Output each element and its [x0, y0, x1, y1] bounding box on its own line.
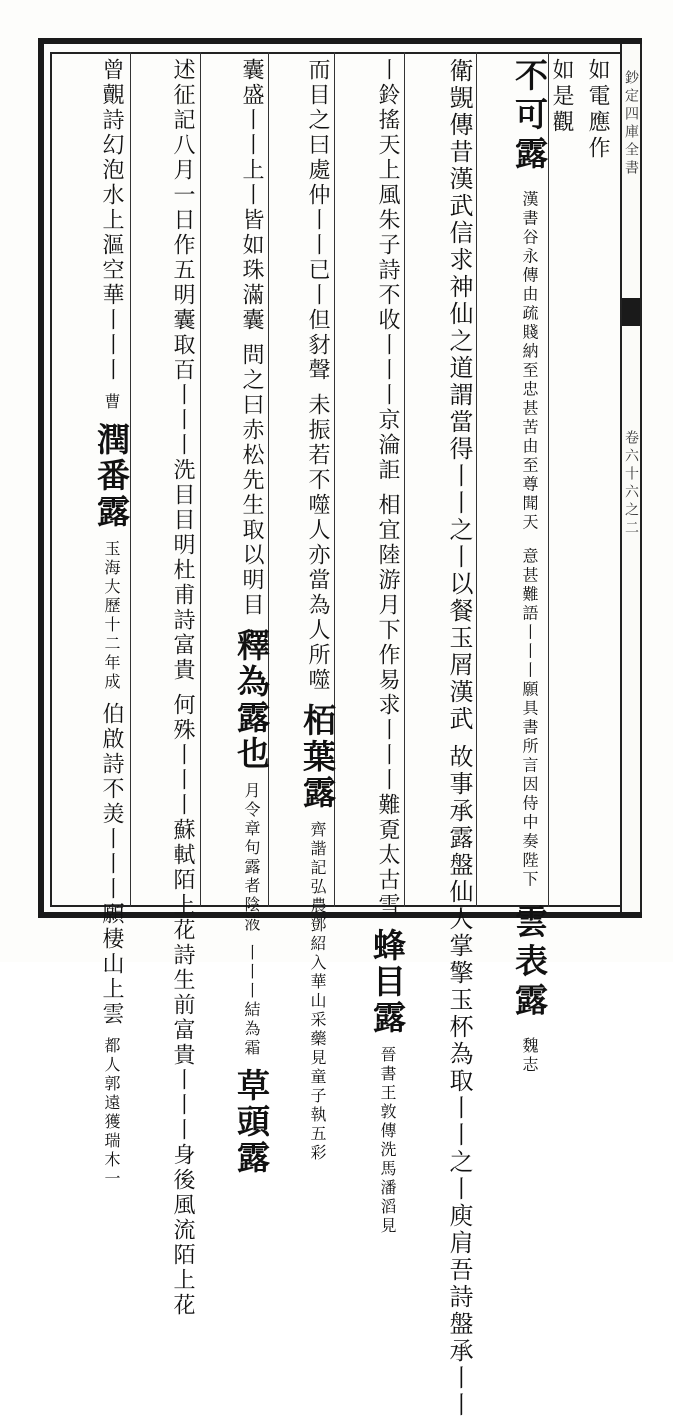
annotation: 意甚難語丨丨丨願具書所言因侍中奏陛下 — [520, 547, 539, 890]
text-column-8 — [58, 58, 131, 1189]
text-segment: 而目之曰處仲丨丨已丨但豺聲 — [305, 58, 330, 383]
text-segment: 如是觀 — [549, 58, 574, 136]
annotation: 曹 — [102, 393, 121, 412]
annotation: 漢書谷永傳由疏賤納至忠甚苦由至尊聞天 — [520, 190, 539, 533]
banxin-volume: 卷六十六之二 — [623, 430, 639, 538]
text-column-2 — [486, 58, 549, 1075]
annotation: 魏志 — [520, 1036, 539, 1075]
entry-heading: 蜂目露 — [368, 928, 407, 1036]
text-segment: 衛覬傳昔漢武信求神仙之道謂當得丨丨之丨以餐玉屑漢武 — [445, 58, 473, 733]
column-rule — [404, 52, 405, 907]
text-column-7 — [134, 58, 198, 1318]
entry-heading: 不可露 — [510, 58, 549, 175]
entry-heading: 雲表露 — [510, 904, 549, 1022]
entry-heading: 釋為露也 — [232, 628, 271, 772]
annotation: 晉書王敦傳洗馬潘滔見 — [378, 1046, 397, 1236]
column-rule — [476, 52, 477, 907]
entry-heading: 潤番露 — [92, 422, 131, 530]
column-rule — [268, 52, 269, 907]
text-segment: 何殊丨丨丨蘇軾陌上花詩生前富貴丨丨丨身後風流陌上花 — [170, 693, 195, 1318]
text-column-3 — [412, 58, 474, 1419]
annotation: 齊諧記弘農鄧紹入華山采藥見童子執五彩 — [308, 821, 327, 1163]
text-segment: 述征記八月一日作五明囊取百丨丨丨洗目目明杜甫詩富貴 — [170, 58, 195, 683]
text-segment: 丨鈴搖天上風朱子詩不收丨丨丨京淪詎 — [375, 58, 400, 483]
fishtail-mark — [622, 298, 640, 326]
annotation: 丨丨丨結為霜 — [242, 944, 261, 1058]
annotation: 月令章句露者陰液 — [242, 782, 261, 934]
entry-heading: 栢葉露 — [298, 703, 337, 811]
text-segment: 相宜陸游月下作易求丨丨丨難覔太古雪 — [375, 493, 400, 918]
text-column-1b — [548, 58, 578, 136]
column-rule — [200, 52, 201, 907]
text-segment: 故事承露盤仙人掌擎玉杯為取丨丨之丨庾肩吾詩盤承丨丨 — [445, 743, 473, 1419]
entry-heading: 草頭露 — [232, 1068, 271, 1176]
text-column-4 — [340, 58, 407, 1236]
text-segment: 伯啟詩不羙丨丨丨願棲山上雲 — [99, 702, 124, 1027]
text-segment: 問之曰赤松先生取以明目 — [239, 343, 264, 618]
text-column-5 — [272, 58, 337, 1163]
text-segment: 囊盛丨丨上丨皆如珠滿囊 — [239, 58, 264, 333]
text-segment: 未振若不噬人亦當為人所噬 — [305, 393, 330, 693]
column-rule — [548, 52, 549, 907]
text-segment: 如電應作 — [585, 58, 610, 162]
text-column-6 — [206, 58, 271, 1176]
annotation: 玉海大歷十二年成 — [102, 540, 121, 692]
banxin-title: 鈔定四庫全書 — [623, 70, 639, 178]
text-segment: 曾覿詩幻泡水上漚空華丨丨丨 — [99, 58, 124, 383]
annotation: 都人郭遠獲瑞木一 — [102, 1037, 121, 1189]
